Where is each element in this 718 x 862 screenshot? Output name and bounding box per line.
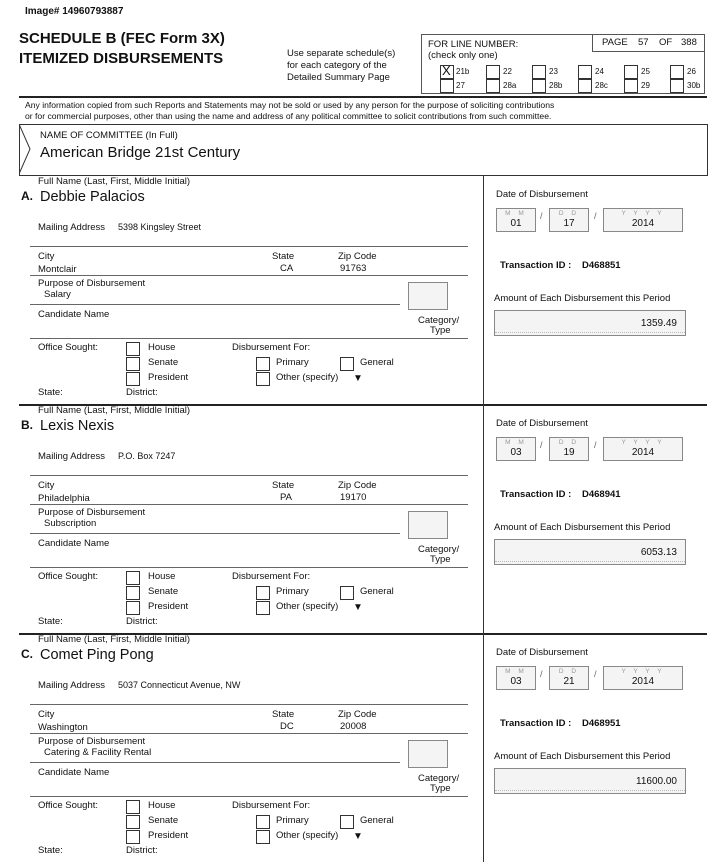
zip-code[interactable]: 91763 <box>340 263 367 274</box>
of-label: OF <box>659 37 673 48</box>
full-name-label: Full Name (Last, First, Middle Initial) <box>38 634 191 645</box>
date-separator: / <box>540 440 543 450</box>
transaction-id-label: Transaction ID : <box>500 718 572 729</box>
date-year-box[interactable] <box>603 666 683 690</box>
date-separator: / <box>594 440 597 450</box>
divider <box>30 733 468 734</box>
purpose[interactable]: Salary <box>44 289 71 300</box>
line-number-label: FOR LINE NUMBER: <box>428 39 519 50</box>
state-label: State <box>272 480 295 491</box>
transaction-id-label: Transaction ID : <box>500 489 572 500</box>
mailing-address-label: Mailing Address <box>38 680 106 691</box>
date-separator: / <box>594 211 597 221</box>
senate-checkbox[interactable] <box>126 586 140 600</box>
date-year: 2014 <box>631 218 655 229</box>
district-label: District: <box>126 387 158 398</box>
amount-label: Amount of Each Disbursement this Period <box>494 293 671 304</box>
line-26-label: 26 <box>687 67 696 76</box>
other-checkbox[interactable] <box>256 830 270 844</box>
state[interactable]: CA <box>280 263 294 274</box>
notice-line-1: Any information copied from such Reports and Statements may not be sold or used by any person for the purpose of soliciting contributions <box>25 100 555 110</box>
house-checkbox[interactable] <box>126 342 140 356</box>
year-hint: Y Y Y Y <box>621 439 665 446</box>
line-28a-checkbox[interactable] <box>486 79 500 93</box>
candidate-name-label: Candidate Name <box>38 309 110 320</box>
amount-label: Amount of Each Disbursement this Period <box>494 751 671 762</box>
president-checkbox[interactable] <box>126 372 140 386</box>
date-year: 2014 <box>631 447 655 458</box>
candidate-name-label: Candidate Name <box>38 767 110 778</box>
district-label: District: <box>126 616 158 627</box>
month-hint: M M <box>505 439 527 446</box>
other-checkbox[interactable] <box>256 601 270 615</box>
date-month: 01 <box>510 218 522 229</box>
candidate-name-label: Candidate Name <box>38 538 110 549</box>
line-28c-checkbox[interactable] <box>578 79 592 93</box>
type-label: Type <box>430 554 451 565</box>
general-checkbox[interactable] <box>340 586 354 600</box>
line-23-checkbox[interactable] <box>532 65 546 79</box>
divider <box>30 475 468 476</box>
transaction-id: D468941 <box>582 489 621 500</box>
line-21b-checkbox[interactable] <box>440 65 454 79</box>
committee-arrow-icon <box>19 124 31 174</box>
disbursement-for-label: Disbursement For: <box>232 800 311 811</box>
instruction-line-2: for each category of the <box>287 60 387 71</box>
line-25-checkbox[interactable] <box>624 65 638 79</box>
entry-letter: B. <box>21 418 33 432</box>
date-day: 21 <box>563 676 575 687</box>
line-28c-label: 28c <box>595 81 608 90</box>
line-27-checkbox[interactable] <box>440 79 454 93</box>
divider <box>30 246 468 247</box>
date-label: Date of Disbursement <box>496 418 588 429</box>
type-label: Type <box>430 325 451 336</box>
other-label: Other (specify) <box>276 372 339 383</box>
instruction-line-1: Use separate schedule(s) <box>287 48 396 59</box>
primary-label: Primary <box>276 815 309 826</box>
date-month-box[interactable] <box>496 208 536 232</box>
purpose-label: Purpose of Disbursement <box>38 736 146 747</box>
page-label: PAGE <box>602 37 628 48</box>
house-label: House <box>148 571 176 582</box>
amount: 1359.49 <box>640 318 677 329</box>
primary-label: Primary <box>276 357 309 368</box>
entry-letter: C. <box>21 647 33 661</box>
checked-mark: X <box>442 63 451 78</box>
category-label: Category/ <box>418 315 460 326</box>
transaction-id-label: Transaction ID : <box>500 260 572 271</box>
purpose[interactable]: Catering & Facility Rental <box>44 747 152 758</box>
date-month-box[interactable] <box>496 437 536 461</box>
mailing-address[interactable]: P.O. Box 7247 <box>118 451 176 461</box>
disbursement-for-label: Disbursement For: <box>232 342 311 353</box>
instruction-line-3: Detailed Summary Page <box>287 72 390 83</box>
purpose[interactable]: Subscription <box>44 518 97 529</box>
date-day: 19 <box>563 447 575 458</box>
day-hint: D D <box>558 439 580 446</box>
date-day-box[interactable] <box>549 666 589 690</box>
check-only-one: (check only one) <box>428 50 498 61</box>
house-label: House <box>148 800 176 811</box>
divider <box>30 504 468 505</box>
general-label: General <box>360 357 394 368</box>
state-sought-label: State: <box>38 616 63 627</box>
city[interactable]: Montclair <box>38 264 77 275</box>
line-30b-checkbox[interactable] <box>670 79 684 93</box>
date-day: 17 <box>563 218 575 229</box>
year-hint: Y Y Y Y <box>621 210 665 217</box>
line-22-label: 22 <box>503 67 512 76</box>
transaction-id: D468951 <box>582 718 621 729</box>
house-checkbox[interactable] <box>126 571 140 585</box>
house-label: House <box>148 342 176 353</box>
day-hint: D D <box>558 668 580 675</box>
primary-checkbox[interactable] <box>256 586 270 600</box>
divider <box>19 96 707 98</box>
month-hint: M M <box>505 668 527 675</box>
divider <box>30 304 400 305</box>
page-total: 388 <box>681 37 697 48</box>
amount-box[interactable] <box>494 539 686 565</box>
president-label: President <box>148 372 189 383</box>
date-month-box[interactable] <box>496 666 536 690</box>
general-label: General <box>360 586 394 597</box>
amount-box[interactable] <box>494 310 686 336</box>
type-label: Type <box>430 783 451 794</box>
date-label: Date of Disbursement <box>496 647 588 658</box>
committee-name: American Bridge 21st Century <box>40 144 241 161</box>
zip-label: Zip Code <box>338 251 377 262</box>
divider <box>30 796 468 797</box>
general-checkbox[interactable] <box>340 357 354 371</box>
category-type-box[interactable] <box>408 511 448 539</box>
primary-checkbox[interactable] <box>256 357 270 371</box>
state-sought-label: State: <box>38 387 63 398</box>
amount-box[interactable] <box>494 768 686 794</box>
date-separator: / <box>540 669 543 679</box>
line-29-label: 29 <box>641 81 650 90</box>
year-hint: Y Y Y Y <box>621 668 665 675</box>
date-day-box[interactable] <box>549 437 589 461</box>
form-subtitle: ITEMIZED DISBURSEMENTS <box>19 50 224 67</box>
purpose-label: Purpose of Disbursement <box>38 507 146 518</box>
senate-label: Senate <box>148 586 179 597</box>
date-separator: / <box>594 669 597 679</box>
line-27-label: 27 <box>456 81 465 90</box>
senate-label: Senate <box>148 815 179 826</box>
line-24-checkbox[interactable] <box>578 65 592 79</box>
city-label: City <box>38 480 55 491</box>
line-30b-label: 30b <box>687 81 701 90</box>
amount: 6053.13 <box>640 547 677 558</box>
state-label: State <box>272 709 295 720</box>
entry-letter: A. <box>21 189 33 203</box>
other-label: Other (specify) <box>276 830 339 841</box>
zip-code[interactable]: 20008 <box>340 721 367 732</box>
image-id: Image# 14960793887 <box>25 6 124 17</box>
full-name-label: Full Name (Last, First, Middle Initial) <box>38 405 191 416</box>
line-21b-label: 21b <box>456 67 470 76</box>
divider <box>30 704 468 705</box>
payee-name[interactable]: Debbie Palacios <box>40 189 145 205</box>
category-label: Category/ <box>418 773 460 784</box>
date-month: 03 <box>510 676 522 687</box>
notice-line-2: or for commercial purposes, other than using the name and address of any political committee to solicit contributions from such committee. <box>25 111 552 121</box>
line-28b-checkbox[interactable] <box>532 79 546 93</box>
line-25-label: 25 <box>641 67 650 76</box>
divider <box>30 338 468 339</box>
mailing-address[interactable]: 5037 Connecticut Avenue, NW <box>118 680 241 690</box>
column-divider <box>483 175 484 404</box>
primary-label: Primary <box>276 586 309 597</box>
senate-checkbox[interactable] <box>126 815 140 829</box>
line-24-label: 24 <box>595 67 604 76</box>
primary-checkbox[interactable] <box>256 815 270 829</box>
line-26-checkbox[interactable] <box>670 65 684 79</box>
purpose-label: Purpose of Disbursement <box>38 278 146 289</box>
transaction-id: D468851 <box>582 260 621 271</box>
payee-name[interactable]: Lexis Nexis <box>40 418 115 434</box>
date-year: 2014 <box>631 676 655 687</box>
date-year-box[interactable] <box>603 208 683 232</box>
office-sought-label: Office Sought: <box>38 571 99 582</box>
mailing-address[interactable]: 5398 Kingsley Street <box>118 222 202 232</box>
divider <box>30 275 468 276</box>
date-day-box[interactable] <box>549 208 589 232</box>
line-29-checkbox[interactable] <box>624 79 638 93</box>
month-hint: M M <box>505 210 527 217</box>
dropdown-arrow-icon[interactable]: ▼ <box>353 373 363 384</box>
house-checkbox[interactable] <box>126 800 140 814</box>
zip-code[interactable]: 19170 <box>340 492 367 503</box>
disbursement-for-label: Disbursement For: <box>232 571 311 582</box>
amount: 11600.00 <box>636 776 677 787</box>
date-year-box[interactable] <box>603 437 683 461</box>
city-label: City <box>38 709 55 720</box>
general-checkbox[interactable] <box>340 815 354 829</box>
line-23-label: 23 <box>549 67 558 76</box>
zip-label: Zip Code <box>338 480 377 491</box>
divider <box>30 533 400 534</box>
payee-name[interactable]: Comet Ping Pong <box>40 647 154 663</box>
state[interactable]: DC <box>280 721 294 732</box>
committee-label: NAME OF COMMITTEE (In Full) <box>40 130 178 141</box>
office-sought-label: Office Sought: <box>38 342 99 353</box>
date-separator: / <box>540 211 543 221</box>
city-label: City <box>38 251 55 262</box>
page-number: 57 <box>638 37 649 48</box>
zip-label: Zip Code <box>338 709 377 720</box>
president-label: President <box>148 601 189 612</box>
line-28a-label: 28a <box>503 81 517 90</box>
divider <box>30 762 400 763</box>
line-28b-label: 28b <box>549 81 563 90</box>
category-type-box[interactable] <box>408 282 448 310</box>
form-title: SCHEDULE B (FEC Form 3X) <box>19 30 225 47</box>
date-label: Date of Disbursement <box>496 189 588 200</box>
full-name-label: Full Name (Last, First, Middle Initial) <box>38 176 191 187</box>
city[interactable]: Philadelphia <box>38 493 90 504</box>
date-month: 03 <box>510 447 522 458</box>
column-divider <box>483 404 484 633</box>
category-type-box[interactable] <box>408 740 448 768</box>
state[interactable]: PA <box>280 492 292 503</box>
state-sought-label: State: <box>38 845 63 856</box>
dropdown-arrow-icon[interactable]: ▼ <box>353 602 363 613</box>
president-label: President <box>148 830 189 841</box>
other-checkbox[interactable] <box>256 372 270 386</box>
other-label: Other (specify) <box>276 601 339 612</box>
state-label: State <box>272 251 295 262</box>
general-label: General <box>360 815 394 826</box>
district-label: District: <box>126 845 158 856</box>
day-hint: D D <box>558 210 580 217</box>
president-checkbox[interactable] <box>126 830 140 844</box>
divider <box>30 567 468 568</box>
mailing-address-label: Mailing Address <box>38 451 106 462</box>
column-divider <box>483 633 484 862</box>
mailing-address-label: Mailing Address <box>38 222 106 233</box>
senate-label: Senate <box>148 357 179 368</box>
senate-checkbox[interactable] <box>126 357 140 371</box>
line-22-checkbox[interactable] <box>486 65 500 79</box>
category-label: Category/ <box>418 544 460 555</box>
president-checkbox[interactable] <box>126 601 140 615</box>
city[interactable]: Washington <box>38 722 88 733</box>
amount-label: Amount of Each Disbursement this Period <box>494 522 671 533</box>
office-sought-label: Office Sought: <box>38 800 99 811</box>
dropdown-arrow-icon[interactable]: ▼ <box>353 831 363 842</box>
